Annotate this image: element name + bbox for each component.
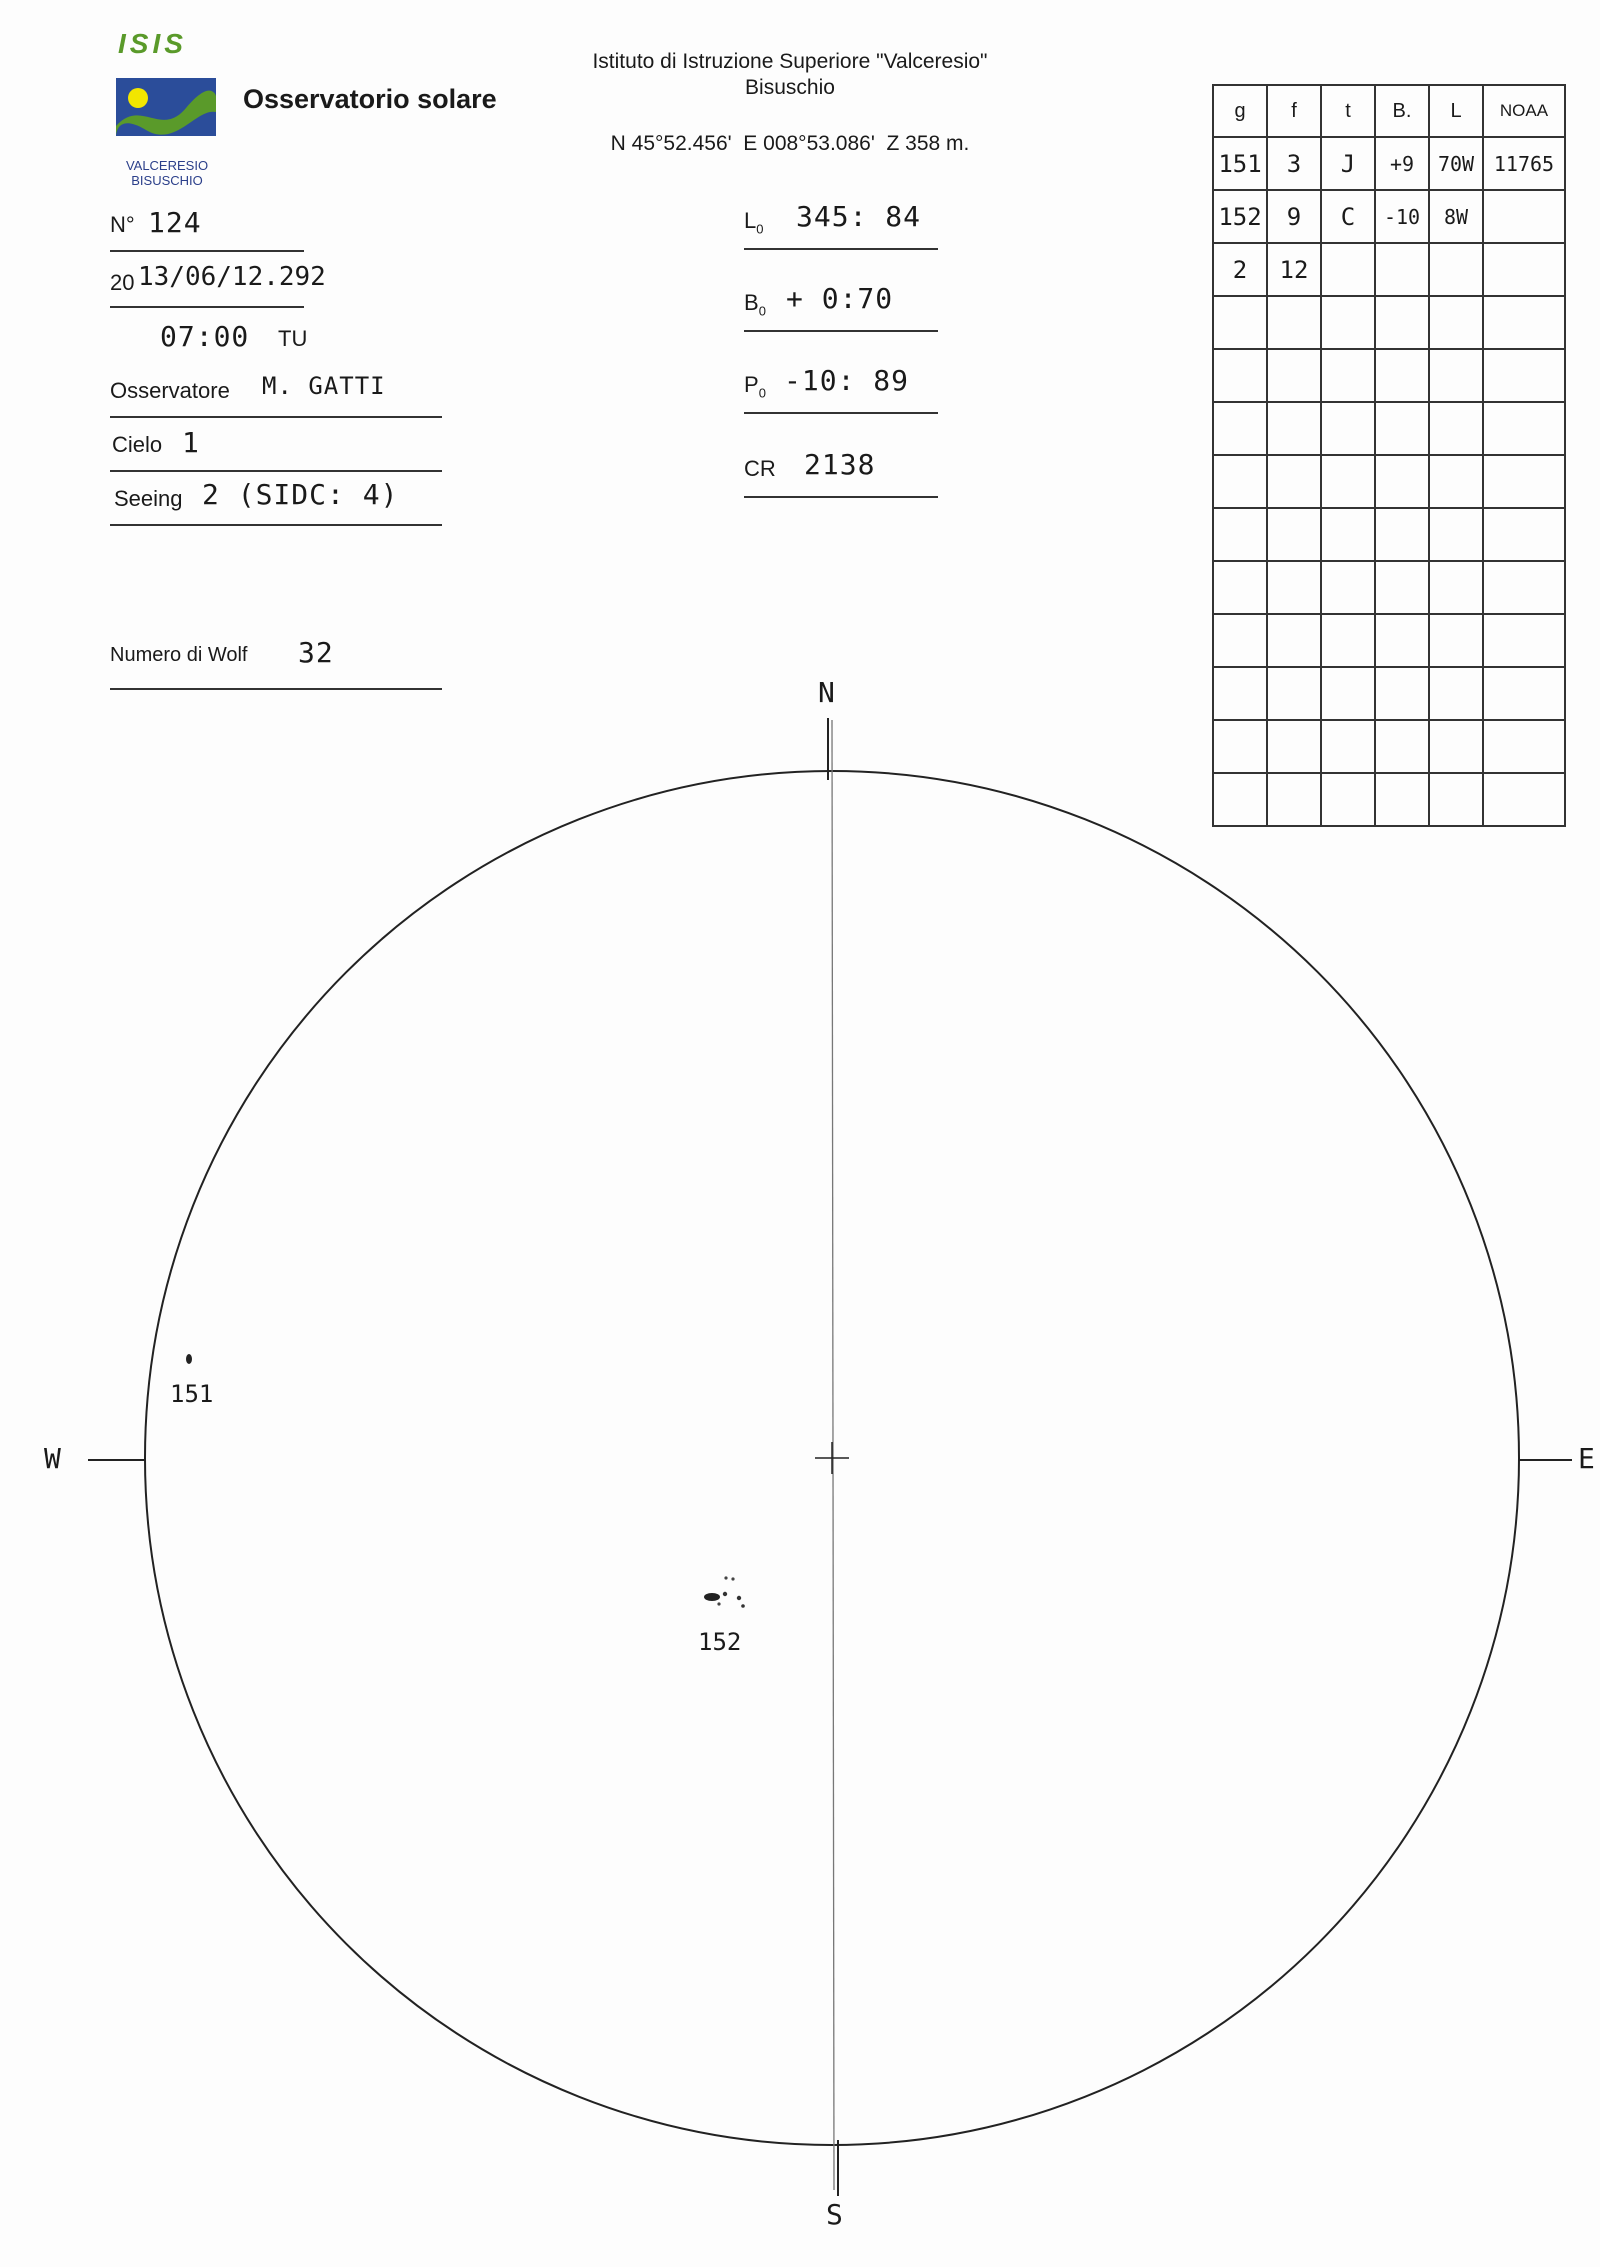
table-cell: 9 xyxy=(1267,190,1321,243)
east-label: E xyxy=(1578,1442,1596,1475)
date-value: 13/06/12.292 xyxy=(138,262,326,292)
institute-name: Istituto di Istruzione Superiore "Valceresio" xyxy=(592,50,988,73)
b0-label: $B_0$ xyxy=(744,290,766,319)
logo-subtitle-2: BISUSCHIO xyxy=(131,173,203,188)
wolf-label: Numero di Wolf xyxy=(110,644,248,666)
table-cell: -10 xyxy=(1375,190,1429,243)
table-cell: 11765 xyxy=(1483,137,1565,190)
cr-value: 2138 xyxy=(804,448,876,481)
group-label-152: 152 xyxy=(698,1628,742,1656)
table-cell: C xyxy=(1321,190,1375,243)
p0-label: $P_0$ xyxy=(744,372,766,401)
table-cell: J xyxy=(1321,137,1375,190)
l0-value: 345: 84 xyxy=(796,200,922,233)
table-header: L xyxy=(1429,85,1483,137)
seeing-value: 2 (SIDC: 4) xyxy=(202,478,399,511)
table-cell: 151 xyxy=(1213,137,1267,190)
page-title: Osservatorio solare xyxy=(243,84,497,114)
observer-label: Osservatore xyxy=(110,378,230,403)
table-header: B. xyxy=(1375,85,1429,137)
logo-mark: ISIS xyxy=(118,28,187,59)
table-cell: 152 xyxy=(1213,190,1267,243)
b0-letter: B xyxy=(744,290,759,315)
p0-letter: P xyxy=(744,372,759,397)
table-header: t xyxy=(1321,85,1375,137)
table-header: NOAA xyxy=(1483,85,1565,137)
number-label: N° xyxy=(110,212,135,237)
sky-value: 1 xyxy=(182,426,200,459)
table-cell: 12 xyxy=(1267,243,1321,296)
west-label: W xyxy=(44,1442,62,1475)
l0-label: $L_0$ xyxy=(744,208,764,237)
table-header: f xyxy=(1267,85,1321,137)
p0-value: -10: 89 xyxy=(784,364,910,397)
table-cell: +9 xyxy=(1375,137,1429,190)
north-label: N xyxy=(818,676,836,709)
cr-label: CR xyxy=(744,456,776,481)
sky-label: Cielo xyxy=(112,432,163,457)
group-label-151: 151 xyxy=(170,1380,214,1408)
table-header: g xyxy=(1213,85,1267,137)
number-value: 124 xyxy=(148,206,202,239)
seeing-label: Seeing xyxy=(114,486,183,511)
table-cell: 3 xyxy=(1267,137,1321,190)
table-cell: 2 xyxy=(1213,243,1267,296)
logo-subtitle-1: VALCERESIO xyxy=(125,158,209,173)
wolf-value: 32 xyxy=(298,636,334,669)
table-cell: 70W xyxy=(1429,137,1483,190)
time-unit: TU xyxy=(278,326,308,351)
south-label: S xyxy=(826,2198,844,2231)
b0-value: + 0:70 xyxy=(786,282,894,315)
institute-town: Bisuschio xyxy=(745,76,835,99)
time-value: 07:00 xyxy=(160,320,250,353)
sunspot-151 xyxy=(186,1354,192,1364)
site-coordinates: N 45°52.456' E 008°53.086' Z 358 m. xyxy=(610,132,970,155)
observer-value: M. GATTI xyxy=(262,372,386,400)
date-prefix: 20 xyxy=(110,270,135,295)
table-cell: 8W xyxy=(1429,190,1483,243)
sunspot-group-152 xyxy=(704,1576,745,1607)
l0-letter: L xyxy=(744,208,757,233)
